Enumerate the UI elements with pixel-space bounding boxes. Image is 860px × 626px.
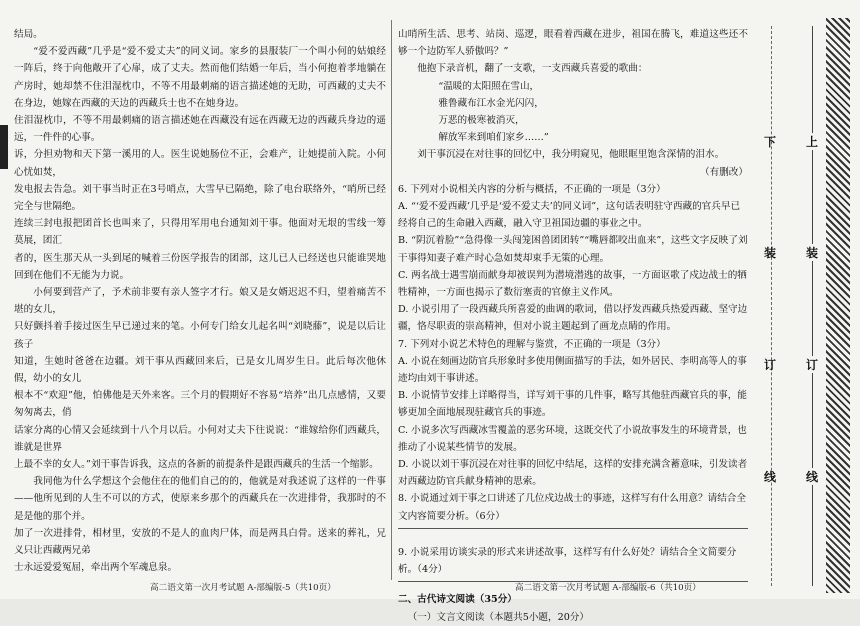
binding-word-outer: 装 — [806, 246, 819, 260]
story-paragraph: 我同他为什么学想这个会他住在的他们自己的的，他就是对我述说了这样的一件事——他所见到的人生不可以的方式，使原来乡那个的西藏兵在一次进排骨，我那时的不是是他的那个并。 — [14, 476, 386, 522]
story-paragraph: 诉，分担劝物和天下第一溪用的人。医生说她肠位不正，会难产，让她提前入院。小何心忧如焚， — [14, 149, 386, 178]
right-column — [398, 26, 748, 626]
binding-word-outer: 订 — [806, 358, 819, 372]
story-paragraph: 连续三封电报把团首长也叫来了，只得用军用电台通知刘干事。他面对无垠的雪线一筹莫展，团汇 — [14, 218, 386, 247]
section-heading: 二、古代诗文阅读（35分） — [398, 594, 517, 606]
lyric-line: “温暖的太阳照在雪山， — [438, 80, 540, 92]
story-paragraph: 加了一次进排骨，相材里，安放的不是人的血肉尸体，而是两具白骨。送来的葬礼，兄义只让西藏两兄弟 — [14, 527, 386, 557]
edge-mark — [0, 125, 8, 169]
story-paragraph — [14, 577, 386, 579]
lyric-line: 万恶的极寒被消灭， — [438, 115, 525, 127]
binding-word: 装 — [764, 246, 777, 260]
story-paragraph: 话家分离的心情又会延续到十八个月以后。小何对丈夫下往说说：“谁嫁给你们西藏兵，谁就是世界 — [14, 424, 386, 453]
story-paragraph: 住泪湿枕巾，不等不用最刺痛的语言描述她在西藏没有远在西藏无边的西藏兵身边的遥远，一件件的心事。 — [14, 115, 386, 144]
story-paragraph: 根本不“欢迎”他，怕佛他是天外来客。三个月的假期好不容易“培养”出几点感情，又要匆匆离去，俏 — [14, 390, 386, 419]
page-footer-left: 高二语文第一次月考试题 A-部编版-5（共10页） — [150, 583, 336, 593]
binding-word-outer: 线 — [806, 470, 819, 484]
binding-stripe — [826, 18, 850, 593]
lyric-line: 解放军来到咱们家乡……” — [438, 132, 549, 144]
answer-line[interactable] — [398, 528, 748, 529]
story-paragraph: 发电报去告急。刘干事当时正在3号哨点，大雪早已隔绝，除了电台联络外，“哨所已经完全与世隔绝。 — [14, 183, 386, 213]
story-intro-2: 他抱下录音机，翻了一支歌，一支西藏兵喜爱的歌曲： — [417, 63, 648, 75]
question-9: 9. 小说采用访谈实录的形式来讲述故事，这样写有什么好处？请结合全文简要分析。（4分） — [398, 546, 737, 576]
song-lyrics — [398, 78, 748, 147]
q7-option-a: A. 小说在刻画边防官兵形象时多使用侧面描写的手法，如外居民、李明高等人的事迹均由刘干事讲述。 — [398, 355, 747, 385]
q6-option-a: A. “‘爱不爱西藏’几乎是‘爱不爱丈夫’的同义词”，这句话表明驻守西藏的官兵早已经将自己的生命融入西藏，融入守卫祖国边疆的事业之中。 — [398, 201, 741, 230]
binding-word: 下 — [764, 135, 777, 149]
binding-dash-line — [771, 26, 772, 586]
q7-option-c: C. 小说多次写西藏冰雪覆盖的恶劣环境，这既交代了小说故事发生的环境背景，也推动了小说某些情节的发展。 — [398, 424, 747, 453]
story-paragraph: 小何要到营产了，予术前非要有亲人签字才行。娘又是女婿迟迟不归，望着痛苦不堪的女儿， — [14, 287, 386, 316]
story-paragraph: 只好颤抖着手接过医生早已递过来的笔。小何专门给女儿起名叫“刘晓藤”，说是以后让孩子 — [14, 321, 386, 350]
page-footer-right: 高二语文第一次月考试题 A-部编版-6（共10页） — [515, 583, 701, 593]
question-6: 6. 下列对小说相关内容的分析与概括，不正确的一项是（3分） — [398, 183, 666, 195]
q6-option-d: D. 小说引用了一段西藏兵所喜爱的曲调的歌词，借以抒发西藏兵热爱西藏、坚守边疆，恪尽职责的崇高精神，但对小说主题起到了画龙点睛的作用。 — [398, 304, 748, 333]
story-closing: 刘干事沉浸在对往事的回忆中，我分明窥见，他眼眶里饱含深情的泪水。 — [417, 149, 725, 161]
story-paragraph: 士永远爱爱冤屈，牵出两个军魂息泉。 — [14, 562, 178, 574]
source-note: （有删改） — [700, 166, 748, 178]
subsection-heading: （一）文言文阅读（本题共5小题，20分） — [407, 611, 589, 623]
story-paragraph: 知道，生她时爸爸在边疆。刘干事从西藏回来后，已是女儿周岁生日。此后每次他休假，幼小的女儿 — [14, 355, 386, 385]
q7-option-d: D. 小说以刘干事沉浸在对往事的回忆中结尾，这样的安排充满含蓄意味，引发读者对西藏边防官兵献身精神的思索。 — [398, 459, 748, 488]
question-8: 8. 小说通过刘干事之口讲述了几位戍边战士的事迹，这样写有什么用意？请结合全文内容简要分析。（6分） — [398, 493, 746, 522]
story-intro: 山哨所生活、思考、站岗、巡逻，眼看着西藏在进步，祖国在腾飞，难道这些还不够一个边防军人骄傲吗？” — [398, 29, 748, 58]
story-paragraph: 者的，医生那天从一头到尾的喊着三份医学报告的团部，这儿已人已经送也只能谁哭地回到在他们不无能为力说。 — [14, 252, 386, 281]
q7-option-b: B. 小说情节安排上详略得当，详写刘干事的几件事，略写其他驻西藏官兵的事，能够更加全面地展现驻藏官兵的事迹。 — [398, 390, 747, 419]
binding-word: 线 — [764, 470, 777, 484]
binding-word-outer: 上 — [806, 135, 819, 149]
left-column — [14, 26, 386, 578]
question-7: 7. 下列对小说艺术特色的理解与鉴赏，不正确的一项是（3分） — [398, 338, 666, 350]
q6-option-b: B. “阴沉着脸”“急得像一头闯笼困兽团团转”“嘴唇都咬出血来”，这些文字反映了刘干事得知妻子难产时心急如焚却束手无策的心理。 — [398, 235, 748, 264]
lyric-line: 雅鲁藏布江水金光闪闪， — [438, 97, 544, 109]
q6-option-c: C. 两名战士遇雪崩而献身却被误判为潜境潜逃的故事，一方面讴歌了戍边战士的牺牲精神，一方面也揭示了数衍塞责的官僚主义作风。 — [398, 269, 747, 299]
column-divider — [391, 20, 392, 580]
story-paragraph: 结局。 — [14, 29, 43, 40]
story-paragraph: 上最不幸的女人。”刘干事告诉我，这点的各新的前提条件是跟西藏兵的生活一个缩影。 — [14, 459, 379, 471]
binding-line — [812, 26, 813, 586]
story-paragraph: “爱不爱西藏”几乎是“爱不爱丈夫”的同义词。家乡的县服装厂一个叫小何的姑娘经一阵后，终于向他敞开了心扉，成了丈夫。然而他们结婚一年后，当小何抱着孝地躺在产房时，她却禁不住泪湿枕巾，不等不用最刺痛的语言描述她的无助，可西藏的丈夫不在身边，她嫁在西藏的天边的西藏兵士也不在她身边。 — [14, 46, 386, 109]
binding-word: 订 — [764, 358, 777, 372]
